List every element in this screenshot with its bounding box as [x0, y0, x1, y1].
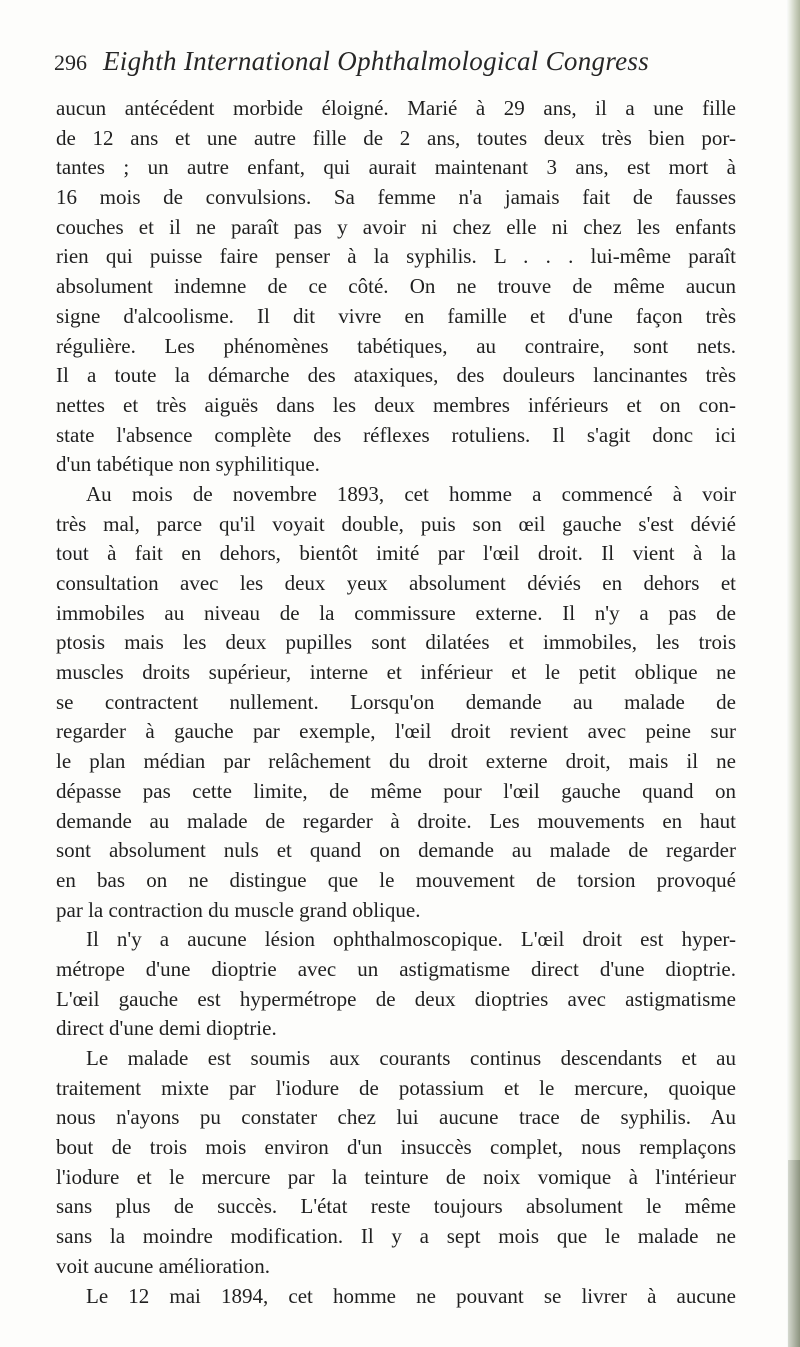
paragraph: [56, 1044, 736, 1282]
text-line: métrope d'une dioptrie avec un astigmatisme direct d'une dioptrie.: [56, 956, 736, 981]
text-line: par la contraction du muscle grand oblique.: [56, 897, 421, 922]
text-line: sans plus de succès. L'état reste toujours absolument le même: [56, 1194, 736, 1219]
text-line: en bas on ne distingue que le mouvement de torsion provoqué: [56, 867, 736, 892]
page-header: [54, 46, 754, 77]
text-line: sont absolument nuls et quand on demande au malade de regarder: [56, 838, 736, 863]
text-line: ptosis mais les deux pupilles sont dilatées et immobiles, les trois: [56, 630, 736, 655]
body-text: [56, 94, 736, 1311]
text-line: nettes et très aiguës dans les deux membres inférieurs et on con-: [56, 392, 736, 417]
running-title: Eighth International Ophthalmological Congress: [103, 46, 650, 76]
text-line: voit aucune amélioration.: [56, 1253, 271, 1278]
paragraph: [56, 480, 736, 925]
text-line: dépasse pas cette limite, de même pour l'œil gauche quand on: [56, 778, 736, 803]
text-line: rien qui puisse faire penser à la syphilis. L . . . lui-même paraît: [56, 244, 736, 269]
text-line: tantes ; un autre enfant, qui aurait maintenant 3 ans, est mort à: [56, 155, 736, 180]
text-line: couches et il ne paraît pas y avoir ni chez elle ni chez les enfants: [56, 214, 736, 239]
paragraph: [56, 1282, 736, 1312]
text-line: l'iodure et le mercure par la teinture de noix vomique à l'intérieur: [56, 1164, 736, 1189]
text-line: Il n'y a aucune lésion ophthalmoscopique. L'œil droit est hyper-: [86, 927, 736, 952]
text-line: L'œil gauche est hypermétrope de deux dioptries avec astigmatisme: [56, 986, 736, 1011]
text-line: Au mois de novembre 1893, cet homme a commencé à voir: [86, 481, 736, 506]
page-edge-shadow: [786, 0, 800, 1347]
text-line: consultation avec les deux yeux absolument déviés en dehors et: [56, 571, 736, 595]
text-line: regarder à gauche par exemple, l'œil droit revient avec peine sur: [56, 719, 736, 744]
text-line: sans la moindre modification. Il y a sept mois que le malade ne: [56, 1224, 736, 1249]
text-line: se contractent nullement. Lorsqu'on demande au malade de: [56, 689, 736, 714]
text-line: traitement mixte par l'iodure de potassium et le mercure, quoique: [56, 1075, 736, 1100]
page-number: 296: [54, 50, 87, 75]
text-line: demande au malade de regarder à droite. Les mouvements en haut: [56, 808, 736, 833]
text-line: aucun antécédent morbide éloigné. Marié à 29 ans, il a une fille: [56, 96, 736, 120]
text-line: absolument indemne de ce côté. On ne trouve de même aucun: [56, 274, 736, 299]
text-line: le plan médian par relâchement du droit externe droit, mais il ne: [56, 749, 736, 774]
text-line: state l'absence complète des réflexes rotuliens. Il s'agit donc ici: [56, 422, 736, 447]
text-line: 16 mois de convulsions. Sa femme n'a jamais fait de fausses: [56, 185, 736, 210]
text-line: immobiles au niveau de la commissure externe. Il n'y a pas de: [56, 600, 736, 625]
text-line: tout à fait en dehors, bientôt imité par l'œil droit. Il vient à la: [56, 541, 736, 566]
text-line: de 12 ans et une autre fille de 2 ans, toutes deux très bien por-: [56, 125, 736, 150]
text-line: Il a toute la démarche des ataxiques, des douleurs lancinantes très: [56, 363, 736, 388]
paragraph: [56, 94, 736, 480]
text-line: régulière. Les phénomènes tabétiques, au contraire, sont nets.: [56, 333, 736, 358]
text-line: muscles droits supérieur, interne et inférieur et le petit oblique ne: [56, 660, 736, 685]
paragraph: [56, 925, 736, 1044]
text-line: bout de trois mois environ d'un insuccès complet, nous remplaçons: [56, 1135, 736, 1160]
text-line: direct d'une demi dioptrie.: [56, 1016, 277, 1041]
page-edge-shadow-lower: [788, 1160, 800, 1347]
text-line: Le 12 mai 1894, cet homme ne pouvant se livrer à aucune: [86, 1283, 736, 1308]
text-line: signe d'alcoolisme. Il dit vivre en famille et d'une façon très: [56, 303, 736, 328]
text-line: très mal, parce qu'il voyait double, puis son œil gauche s'est dévié: [56, 511, 736, 536]
text-line: Le malade est soumis aux courants continus descendants et au: [86, 1046, 736, 1070]
text-line: nous n'ayons pu constater chez lui aucune trace de syphilis. Au: [56, 1105, 736, 1130]
text-line: d'un tabétique non syphilitique.: [56, 452, 320, 477]
